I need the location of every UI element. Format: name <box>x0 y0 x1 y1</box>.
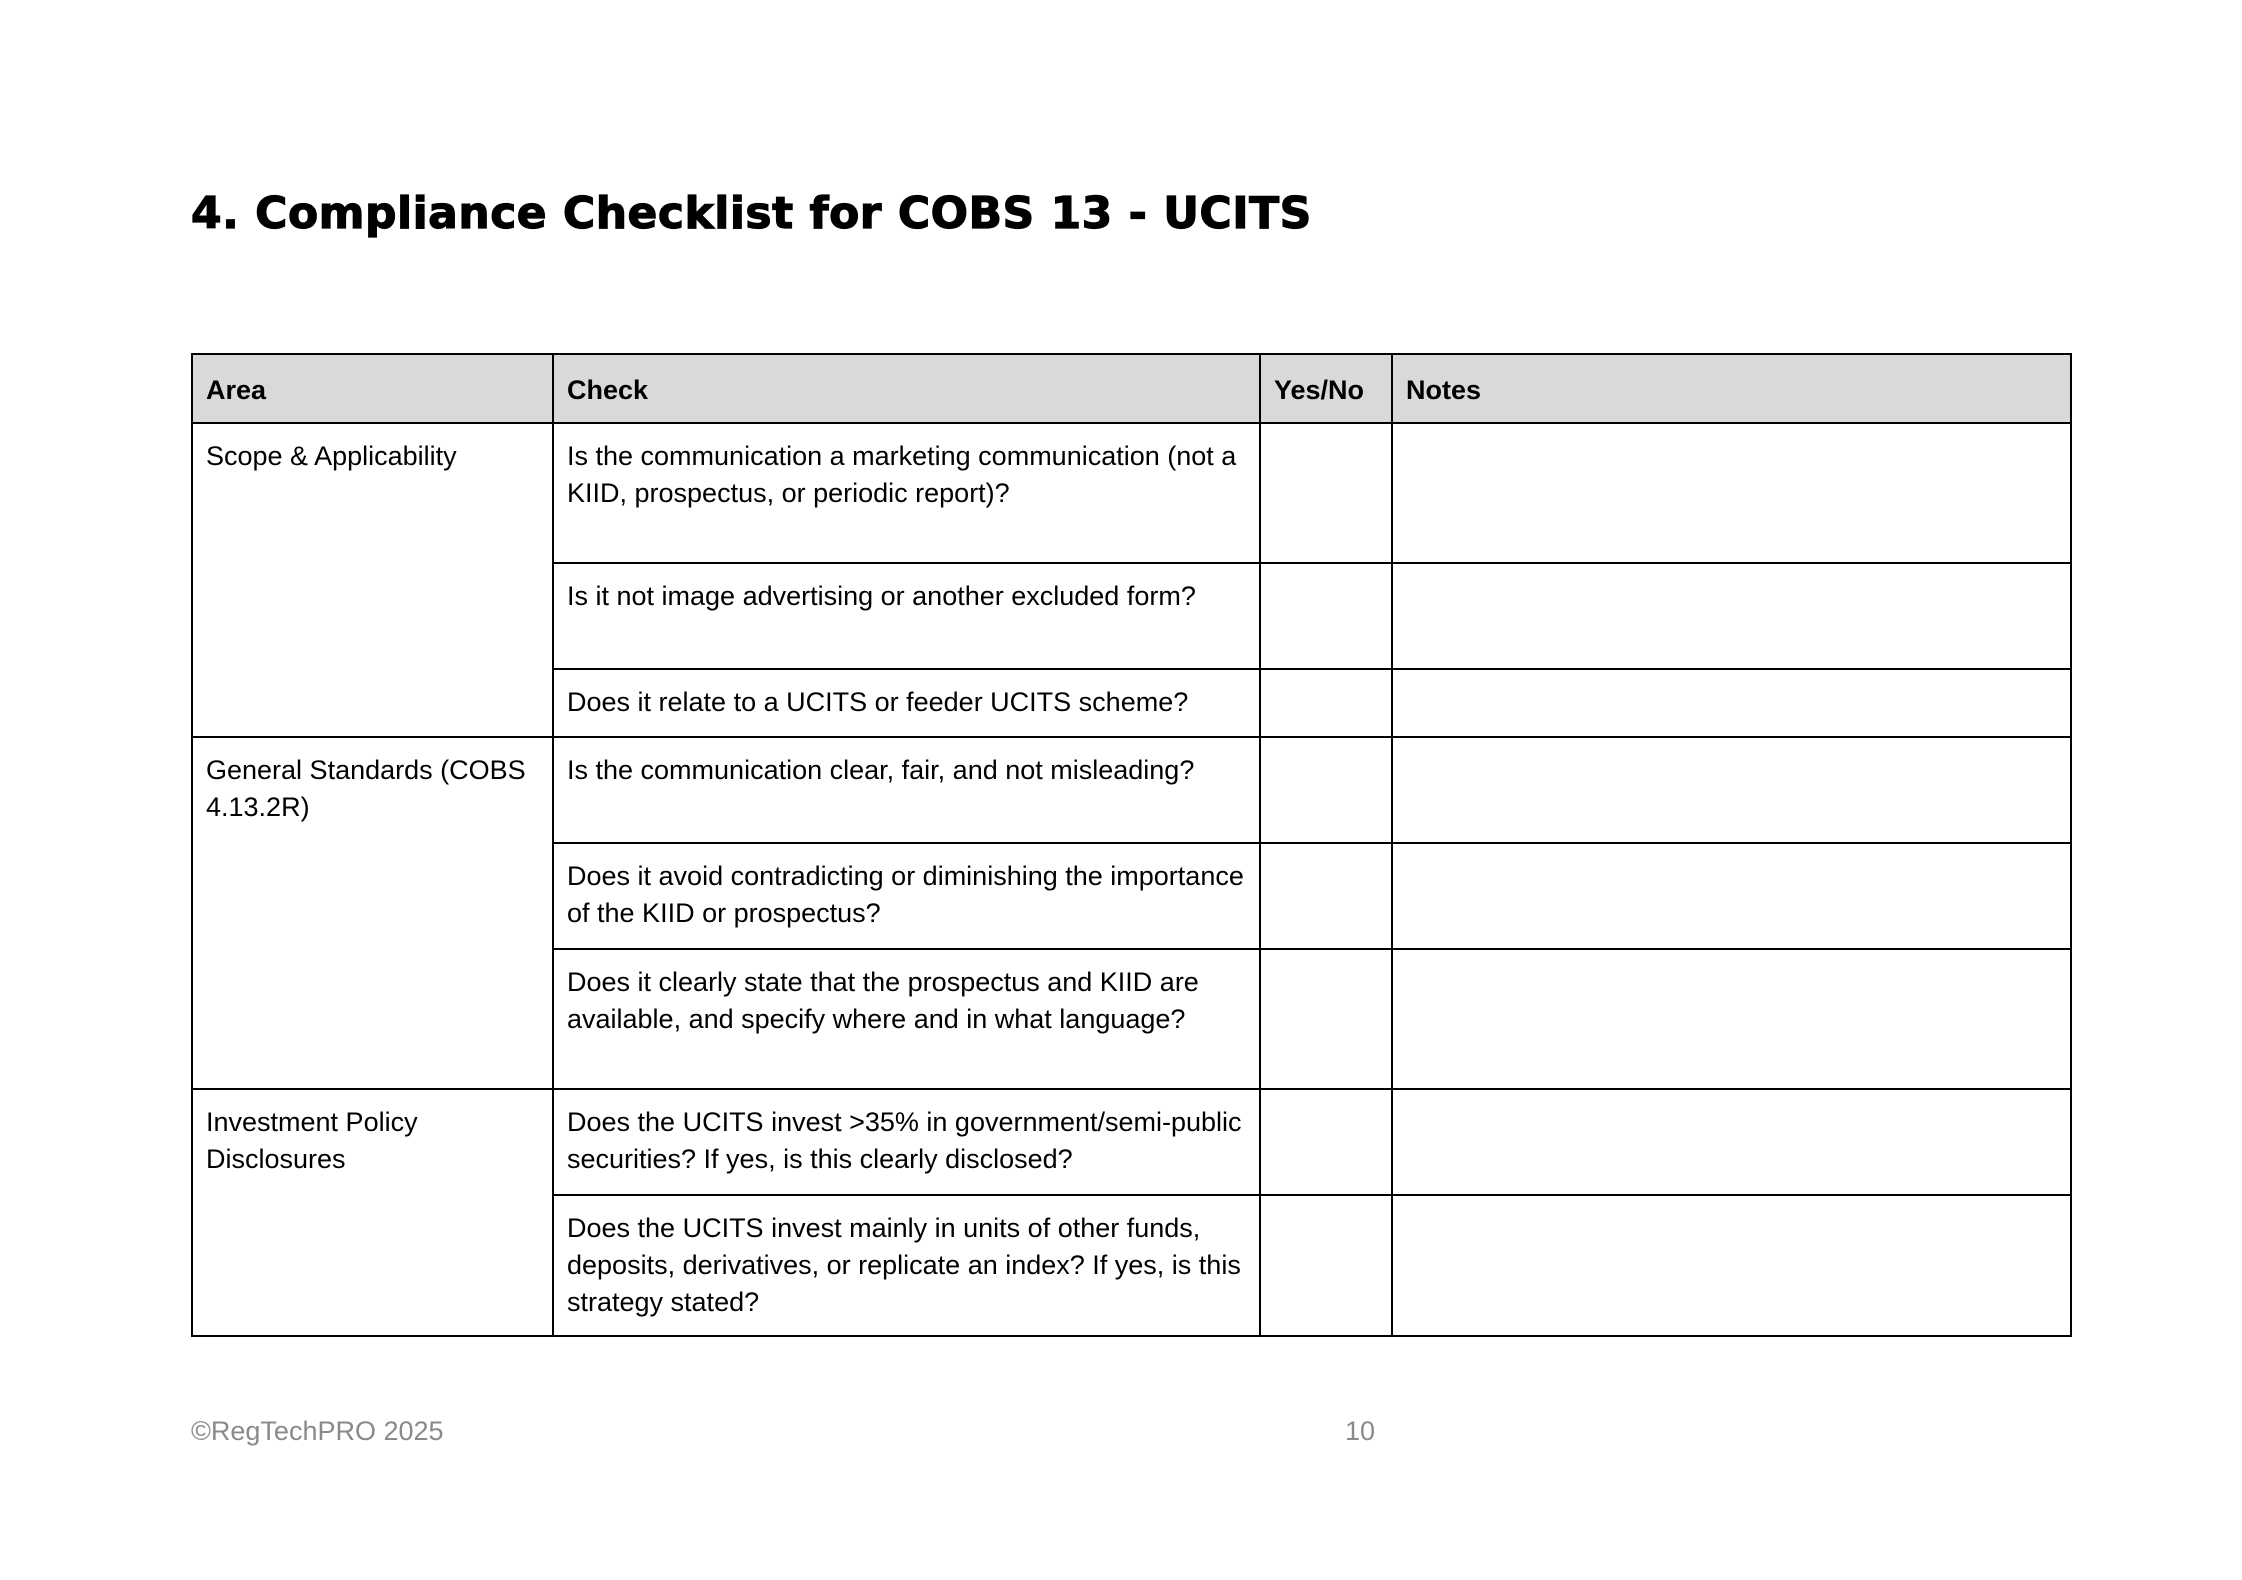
yes-no-cell[interactable] <box>1260 563 1392 669</box>
yes-no-cell[interactable] <box>1260 669 1392 737</box>
notes-cell[interactable] <box>1392 423 2071 563</box>
notes-cell[interactable] <box>1392 949 2071 1089</box>
check-cell: Is the communication clear, fair, and not misleading? <box>553 737 1260 843</box>
check-cell: Does the UCITS invest >35% in government/semi-public securities? If yes, is this clearly disclosed? <box>553 1089 1260 1195</box>
header-check: Check <box>553 354 1260 423</box>
check-cell: Is it not image advertising or another excluded form? <box>553 563 1260 669</box>
check-cell: Does the UCITS invest mainly in units of other funds, deposits, derivatives, or replicate an index? If yes, is this strategy stated? <box>553 1195 1260 1336</box>
page-number: 10 <box>1345 1416 1376 1446</box>
table-row <box>192 423 2071 563</box>
table-row <box>192 737 2071 843</box>
compliance-checklist-table <box>191 353 2072 1337</box>
notes-cell[interactable] <box>1392 843 2071 949</box>
area-cell: General Standards (COBS 4.13.2R) <box>192 737 553 1089</box>
yes-no-cell[interactable] <box>1260 949 1392 1089</box>
check-cell: Does it relate to a UCITS or feeder UCITS scheme? <box>553 669 1260 737</box>
table-row <box>192 1089 2071 1195</box>
check-cell: Does it clearly state that the prospectus and KIID are available, and specify where and in what language? <box>553 949 1260 1089</box>
header-yes-no: Yes/No <box>1260 354 1392 423</box>
notes-cell[interactable] <box>1392 669 2071 737</box>
yes-no-cell[interactable] <box>1260 423 1392 563</box>
header-notes: Notes <box>1392 354 2071 423</box>
check-cell: Does it avoid contradicting or diminishing the importance of the KIID or prospectus? <box>553 843 1260 949</box>
notes-cell[interactable] <box>1392 563 2071 669</box>
area-cell: Investment Policy Disclosures <box>192 1089 553 1336</box>
check-cell: Is the communication a marketing communication (not a KIID, prospectus, or periodic report)? <box>553 423 1260 563</box>
yes-no-cell[interactable] <box>1260 1195 1392 1336</box>
footer-copyright: ©RegTechPRO 2025 <box>191 1416 444 1446</box>
yes-no-cell[interactable] <box>1260 1089 1392 1195</box>
notes-cell[interactable] <box>1392 1195 2071 1336</box>
yes-no-cell[interactable] <box>1260 843 1392 949</box>
yes-no-cell[interactable] <box>1260 737 1392 843</box>
page-title: 4. Compliance Checklist for COBS 13 - UCITS <box>191 188 1312 239</box>
table-header-row <box>192 354 2071 423</box>
area-cell: Scope & Applicability <box>192 423 553 737</box>
notes-cell[interactable] <box>1392 737 2071 843</box>
notes-cell[interactable] <box>1392 1089 2071 1195</box>
header-area: Area <box>192 354 553 423</box>
